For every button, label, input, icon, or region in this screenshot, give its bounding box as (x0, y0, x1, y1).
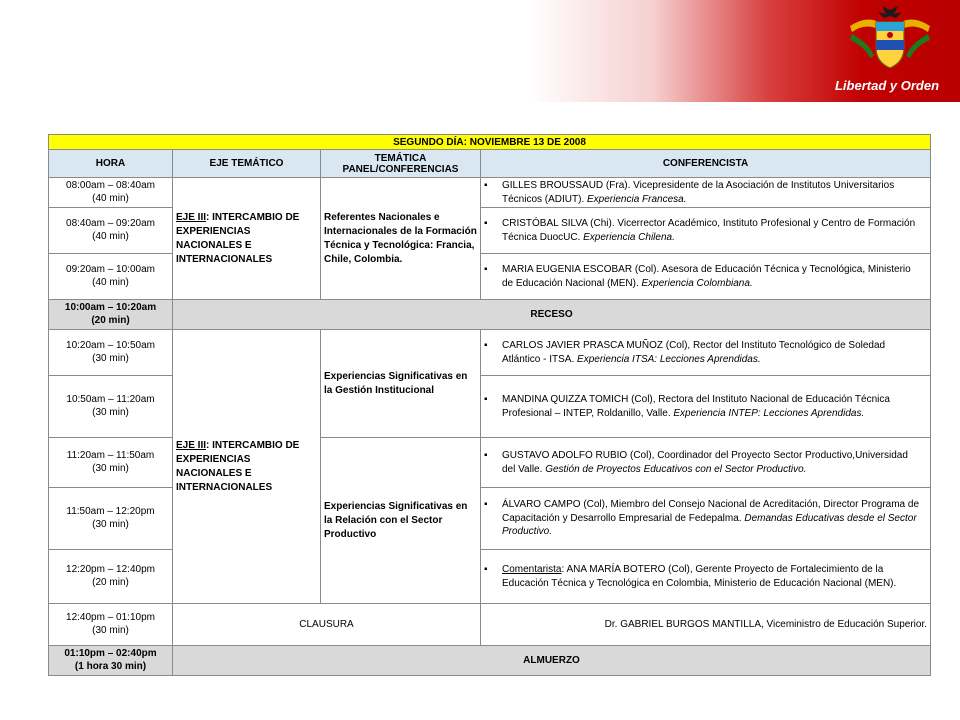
eje-link[interactable]: EJE III (176, 211, 207, 223)
speaker-text: GILLES BROUSSAUD (Fra). Vicepresidente de la Asociación de Institutos Universitarios Técnicos (ADIUT). (502, 180, 895, 205)
speaker-em: Experiencia ITSA: Lecciones Aprendidas. (577, 353, 761, 365)
receso-label: RECESO (173, 300, 931, 330)
eje-text: : INTERCAMBIO DE EXPERIENCIAS NACIONALES E INTERNACIONALES (176, 211, 300, 265)
speaker-text: : ANA MARÍA BOTERO (Col), Gerente Proyecto de Fortalecimiento de la Educación Técnica y Tecnológica en Colombia, Ministerio de Educación Nacional (MEN). (502, 564, 897, 589)
time: 12:20pm – 12:40pm (66, 564, 155, 575)
col-eje: EJE TEMÁTICO (173, 150, 321, 178)
speaker-text: MARIA EUGENIA ESCOBAR (Col). Asesora de Educación Técnica y Tecnológica, Ministerio de Educación Nacional (MEN). (502, 264, 911, 289)
time: 11:50am – 12:20pm (66, 506, 155, 517)
coat-of-arms-icon (840, 4, 940, 74)
time: 08:40am – 09:20am (66, 218, 155, 229)
table-row (49, 604, 931, 646)
bullet-icon: ▪ (484, 340, 488, 351)
speaker-text: MANDINA QUIZZA TOMICH (Col), Rectora del Instituto Nacional de Educación Técnica Profesional – INTEP, Roldanillo, Valle. (502, 394, 890, 419)
time: 08:00am – 08:40am (66, 180, 155, 191)
speaker-text: ÁLVARO CAMPO (Col), Miembro del Consejo Nacional de Acreditación, Director Programa de Capacitación y Desarrollo Empresarial de Fedepalma. (502, 499, 920, 524)
day-title: SEGUNDO DÍA: NOVIEMBRE 13 DE 2008 (49, 135, 931, 150)
comentarista-label: Comentarista (502, 564, 562, 575)
duration: (20 min) (91, 314, 130, 326)
duration: (40 min) (92, 276, 129, 288)
duration: (40 min) (92, 192, 129, 204)
eje-cell (173, 178, 321, 300)
bullet-icon: ▪ (484, 499, 488, 511)
speaker-em: Experiencia Francesa. (587, 193, 687, 205)
clausura-speaker: Dr. GABRIEL BURGOS MANTILLA, Viceministro de Educación Superior. (481, 604, 931, 646)
speaker-em: Demandas Educativas desde el Sector Productivo. (502, 512, 917, 538)
table-row (49, 178, 931, 208)
schedule-table (48, 134, 931, 676)
col-conferencista: CONFERENCISTA (481, 150, 931, 178)
col-hora: HORA (49, 150, 173, 178)
table-row (49, 330, 931, 376)
bullet-icon: ▪ (484, 264, 488, 275)
duration: (30 min) (92, 462, 129, 474)
tematica-cell: Experiencias Significativas en la Gestión Institucional (321, 330, 481, 438)
time: 01:10pm – 02:40pm (64, 648, 157, 659)
tematica-cell: Referentes Nacionales e Internacionales de la Formación Técnica y Tecnológica: Francia, Chile, Colombia. (321, 178, 481, 300)
time: 12:40pm – 01:10pm (66, 612, 155, 623)
time: 10:50am – 11:20am (66, 394, 155, 405)
top-banner (0, 0, 960, 102)
speaker-em: Experiencia Colombiana. (641, 277, 753, 289)
bullet-icon: ▪ (484, 218, 488, 229)
time: 10:20am – 10:50am (66, 340, 155, 351)
time: 11:20am – 11:50am (66, 450, 155, 461)
table-row (49, 300, 931, 330)
speaker-text: GUSTAVO ADOLFO RUBIO (Col), Coordinador del Proyecto Sector Productivo,Universidad del Valle. (502, 450, 908, 475)
speaker-em: Experiencia INTEP: Lecciones Aprendidas. (673, 407, 865, 419)
eje-text: : INTERCAMBIO DE EXPERIENCIAS NACIONALES E INTERNACIONALES (176, 439, 300, 493)
almuerzo-label: ALMUERZO (173, 646, 931, 676)
speaker-text: CARLOS JAVIER PRASCA MUÑOZ (Col), Rector del Instituto Tecnológico de Soledad Atlántico - ITSA. (502, 340, 886, 365)
speaker-em: Gestión de Proyectos Educativos con el Sector Productivo. (545, 463, 807, 475)
motto-text: Libertad y Orden (834, 78, 940, 93)
duration: (20 min) (92, 576, 129, 588)
speaker-em: Experiencia Chilena. (583, 231, 675, 243)
speaker-text: CRISTÓBAL SILVA (Chi). Vicerrector Académico, Instituto Profesional y Centro de Formación Técnica DuocUC. (502, 218, 916, 243)
duration: (30 min) (92, 518, 129, 530)
tematica-cell: Experiencias Significativas en la Relación con el Sector Productivo (321, 438, 481, 604)
bullet-icon: ▪ (484, 180, 488, 191)
clausura-label: CLAUSURA (173, 604, 481, 646)
time: 09:20am – 10:00am (66, 264, 155, 275)
table-row (49, 646, 931, 676)
bullet-icon: ▪ (484, 564, 488, 575)
duration: (1 hora 30 min) (74, 660, 147, 672)
duration: (30 min) (92, 406, 129, 418)
duration: (30 min) (92, 352, 129, 364)
bullet-icon: ▪ (484, 450, 488, 461)
duration: (30 min) (92, 624, 129, 636)
col-tematica: TEMÁTICA PANEL/CONFERENCIAS (321, 150, 481, 178)
time: 10:00am – 10:20am (64, 302, 157, 313)
bullet-icon: ▪ (484, 394, 488, 405)
eje-cell (173, 330, 321, 604)
duration: (40 min) (92, 230, 129, 242)
eje-link[interactable]: EJE III (176, 439, 207, 451)
